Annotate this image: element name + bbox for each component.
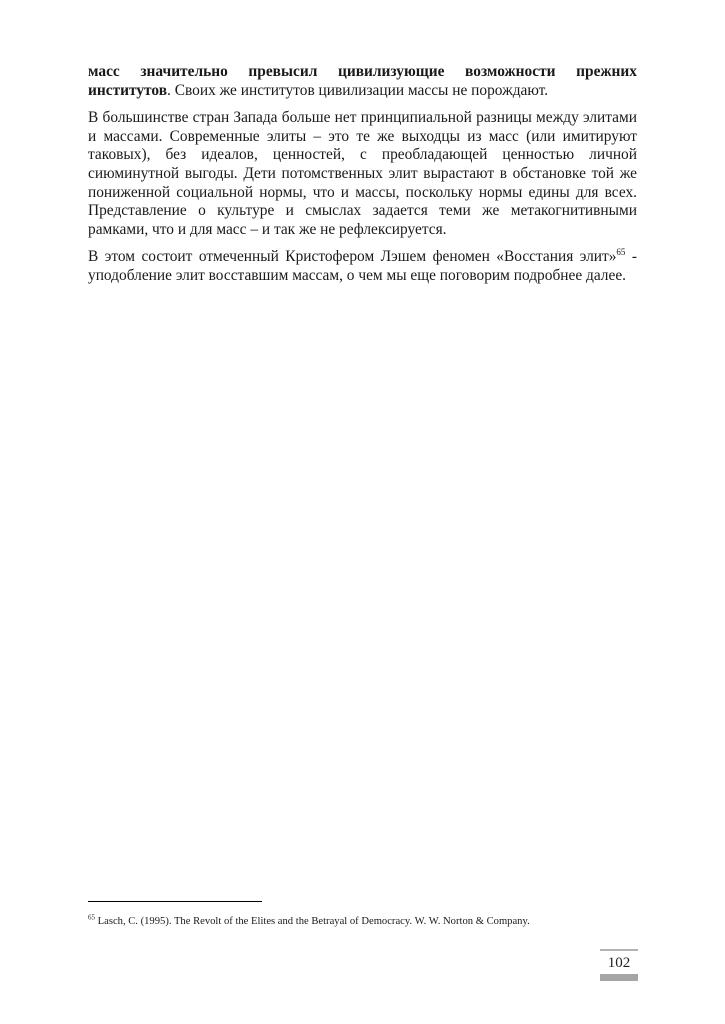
page-number: 102 (607, 955, 631, 971)
paragraph-1 (88, 63, 637, 100)
page-number-top-rule (600, 949, 638, 951)
footnote-number: 65 (88, 913, 95, 922)
main-text (88, 63, 637, 295)
footnote-text: Lasch, C. (1995). The Revolt of the Elites and the Betrayal of Democracy. W. W. Norton & Company. (95, 916, 530, 927)
paragraph-3 (88, 248, 637, 285)
footnote (88, 915, 648, 928)
paragraph-3-text: В этом состоит отмеченный Кристофером Лэшем феномен «Восстания элит» (88, 248, 617, 266)
paragraph-1-bold: масс значительно превысил цивилизующие возможности прежних институтов (88, 63, 637, 99)
paragraph-2: В большинстве стран Запада больше нет принципиальной разницы между элитами и массами. Современные элиты – это те же выходцы из масс (или имитируют таковых), без идеалов, ценностей, с преобладающей ценностью личной сиюминутной выгоды. Дети потомственных элит вырастают в обстановке той же пониженной социальной нормы, что и массы, поскольку нормы едины для всех. Представление о культуре и смыслах задается теми же метакогнитивными рамками, что и для масс – и так же не рефлексируется. (88, 109, 637, 238)
paragraph-1-text: . Своих же институтов цивилизации массы не порождают. (167, 81, 549, 99)
footnote-reference[interactable]: 65 (616, 247, 626, 258)
footnote-separator (88, 901, 262, 902)
page-number-bar (600, 974, 638, 981)
paragraph-3-text-end: - уподобление элит восставшим массам, о чем мы еще поговорим подробнее далее. (88, 248, 637, 284)
page-number-box (600, 949, 638, 981)
